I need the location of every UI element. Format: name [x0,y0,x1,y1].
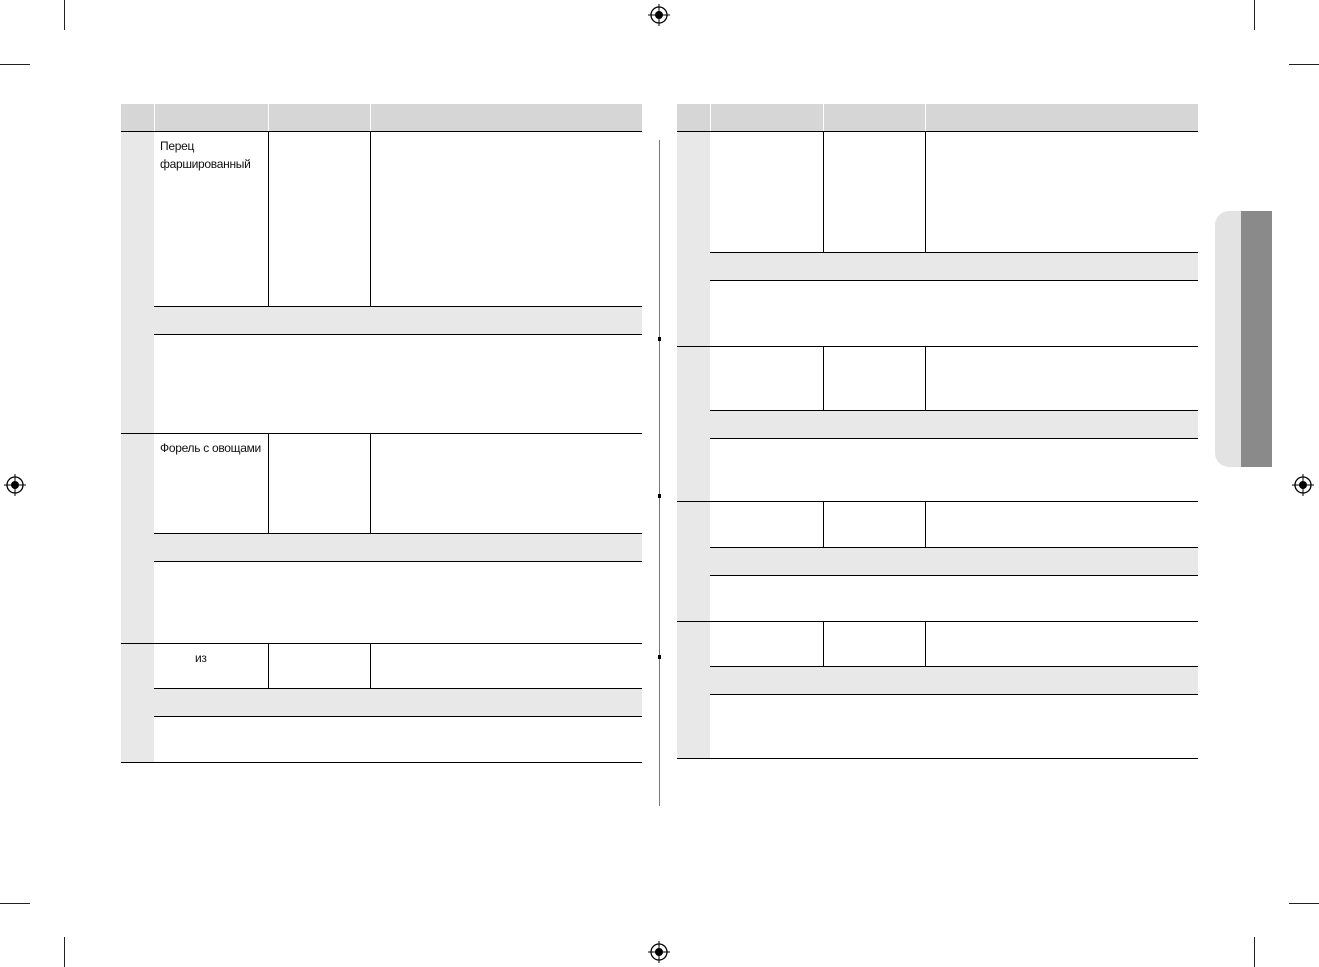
table-row-item-name: Форель с овощами [160,441,261,455]
crosshair-registration-icon [648,4,670,26]
crosshair-registration-icon [4,474,26,496]
crosshair-registration-icon [648,941,670,963]
crosshair-registration-icon [1292,474,1314,496]
table-row-item-name: Перец фаршированный [160,139,251,171]
table-row-item-name: из [195,651,207,665]
